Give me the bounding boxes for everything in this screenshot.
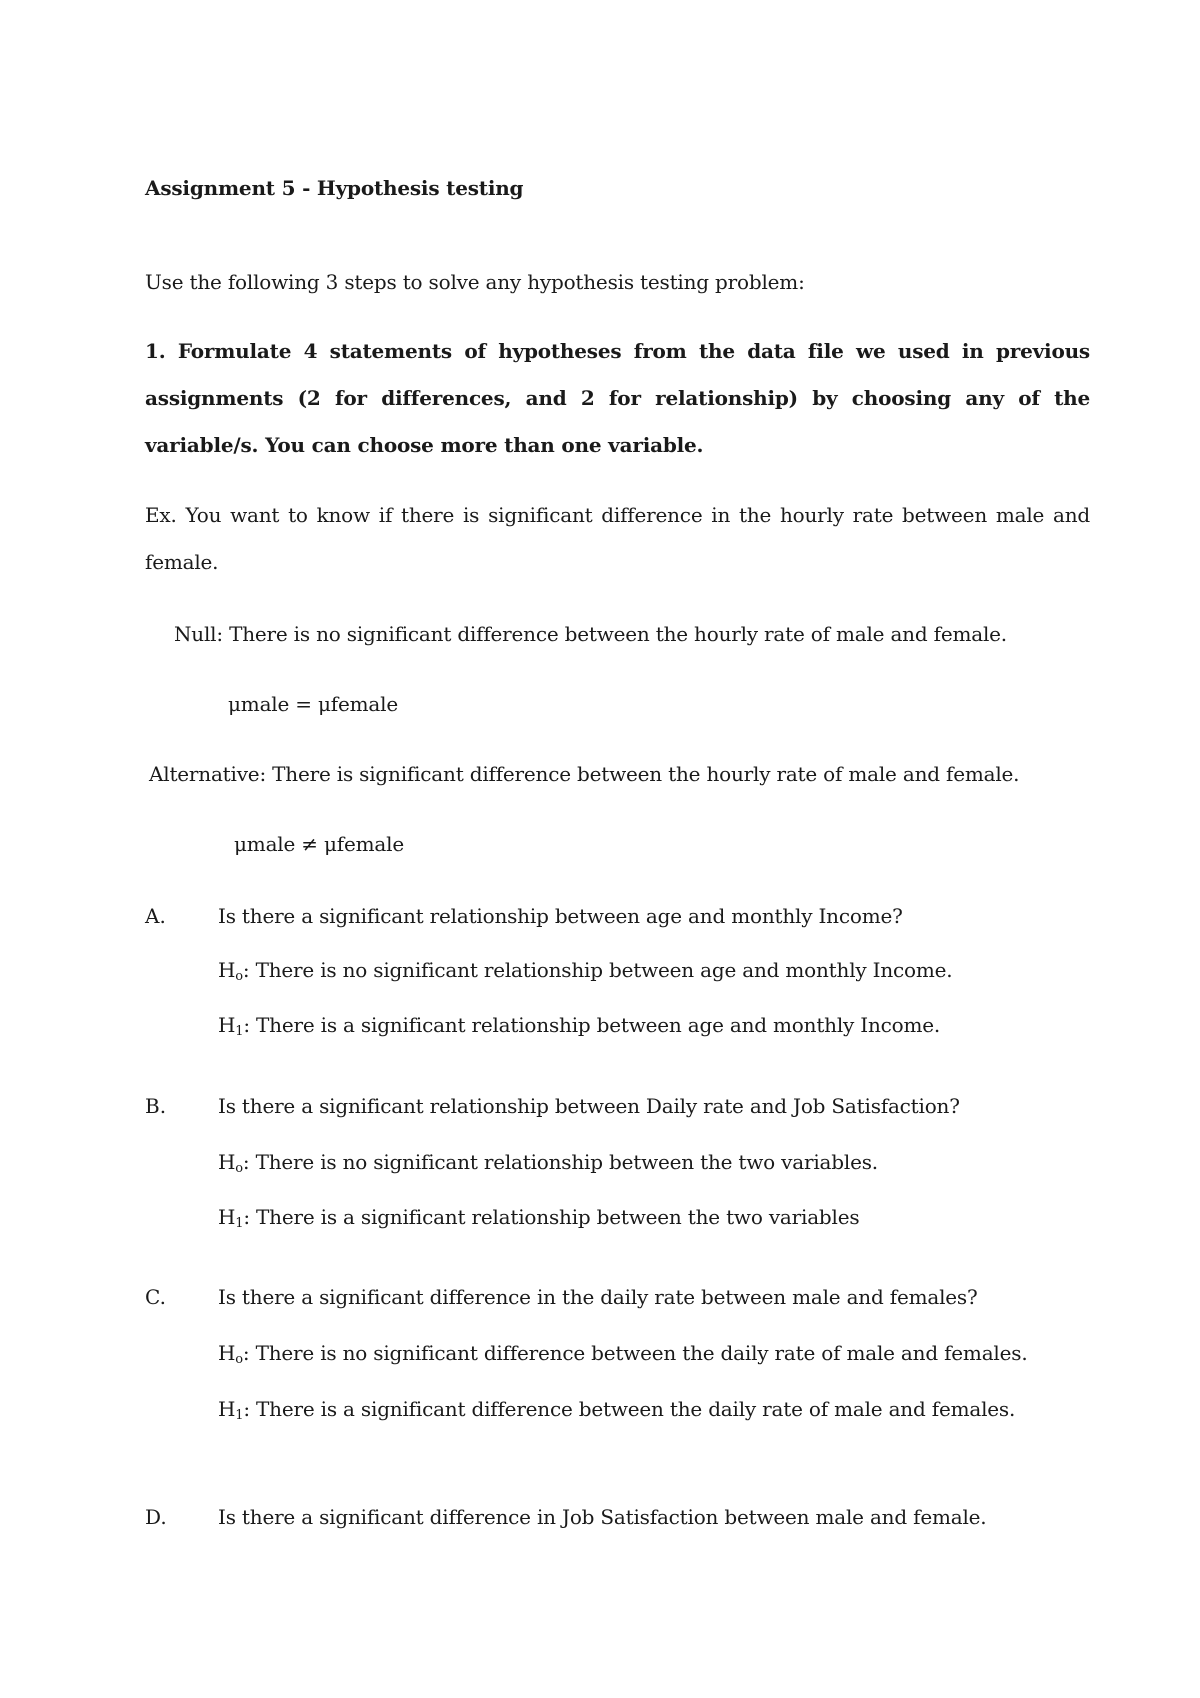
intro-text: Use the following 3 steps to solve any hypothesis testing problem: (145, 270, 805, 294)
item-d-letter: D. (145, 1505, 167, 1529)
item-a-h1: $H_1$: There is a significant relationship between age and monthly Income. (218, 1013, 941, 1039)
item-c-h1: $H_1$: There is a significant difference between the daily rate of male and females. (218, 1397, 1016, 1423)
item-d-question: Is there a significant difference in Job Satisfaction between male and female. (218, 1505, 987, 1529)
example-text: Ex. You want to know if there is significant difference in the hourly rate between male and female. (145, 503, 1090, 574)
item-b-h1: $H_1$: There is a significant relationship between the two variables (218, 1205, 860, 1231)
item-c-letter: C. (145, 1285, 166, 1309)
item-c-question: Is there a significant difference in the daily rate between male and females? (218, 1285, 978, 1309)
item-b-letter: B. (145, 1094, 167, 1118)
step-1-instructions: 1. Formulate 4 statements of hypotheses from the data file we used in previous assignments (2 for differences, and 2 for relationship) by choosing any of the variable/s. You can choose more than one variable. (145, 339, 1090, 457)
item-b-h0: $H_o$: There is no significant relationship between the two variables. (218, 1150, 878, 1176)
item-a-question: Is there a significant relationship between age and monthly Income? (218, 904, 903, 928)
null-hypothesis-formula: μmale = μfemale (228, 692, 398, 716)
item-a-h0: $H_o$: There is no significant relationship between age and monthly Income. (218, 958, 953, 984)
item-a-letter: A. (145, 904, 166, 928)
null-hypothesis-statement: Null: There is no significant difference between the hourly rate of male and female. (174, 622, 1007, 646)
document-title: Assignment 5 - Hypothesis testing (145, 176, 524, 200)
item-c-h0: $H_o$: There is no significant difference between the daily rate of male and females. (218, 1341, 1028, 1367)
item-b-question: Is there a significant relationship between Daily rate and Job Satisfaction? (218, 1094, 960, 1118)
alternative-hypothesis-statement: Alternative: There is significant difference between the hourly rate of male and female. (149, 762, 1020, 786)
alternative-hypothesis-formula: μmale ≠ μfemale (234, 832, 404, 856)
